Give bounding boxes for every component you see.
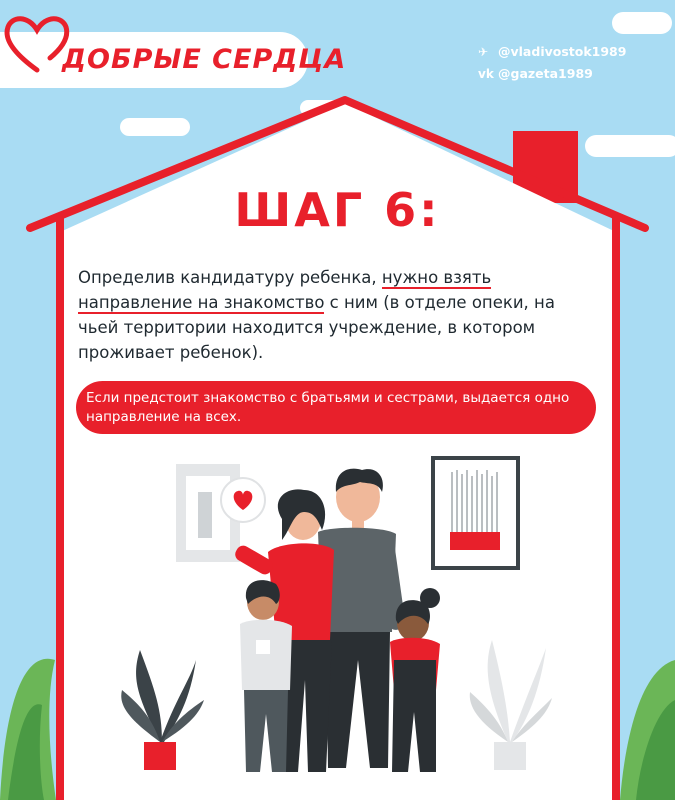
step-text-underlined: нужно взять направление на знакомство (78, 268, 492, 312)
plant-left (0, 659, 56, 800)
step-text-1: Определив кандидатуру ребенка, (78, 268, 382, 287)
vk-icon: vk (478, 67, 494, 81)
social-handle: @gazeta1989 (498, 66, 593, 81)
social-handle: @vladivostok1989 (498, 44, 627, 59)
logo-text: ДОБРЫЕ СЕРДЦА (62, 44, 347, 75)
step-title: ШАГ 6: (234, 183, 441, 237)
step-description (78, 265, 598, 365)
step-text-2: с ним (в отделе опеки, на чьей территории находится учреждение, в котором проживает ребенок). (78, 293, 555, 362)
plant-right (620, 660, 675, 800)
note-text: Если предстоит знакомство с братьями и сестрами, выдается одно направление на всех. (86, 390, 570, 425)
telegram-icon: ✈ (478, 45, 489, 59)
